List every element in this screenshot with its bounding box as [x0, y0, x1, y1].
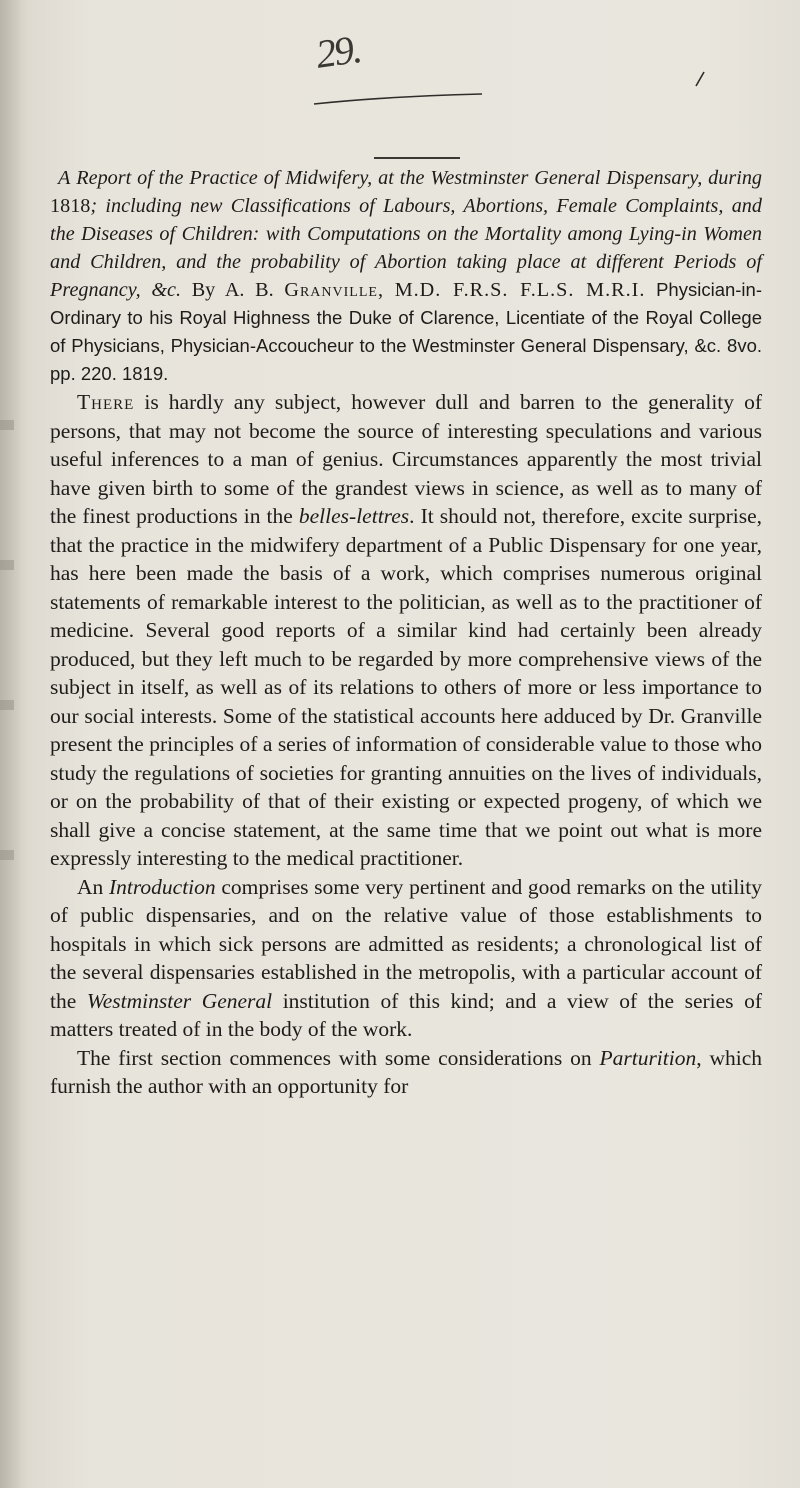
paragraph-text: . It should not, therefore, excite surprise, that the practice in the midwifery department of a Public Dispensary for one year, has here been made the basis of a work, which comprises numerous original statements of remarkable interest to the politician, as well as to the practitioner of medicine. Several good reports of a similar kind had certainly been already produced, but they left much to be regarded by more comprehensive views of the subject in itself, as well as of its relations to others of more or less importance to our social interests. Some of the statistical accounts here adduced by Dr. Granville present the principles of a series of information of considerable value to those who study the regulations of societies for granting annuities on the lives of individuals, or on the probability of that of their existing or expected progeny, of which we shall give a concise statement, at the same time that we point out what is more expressly interesting to the medical practitioner.: [50, 504, 762, 870]
gutter-mark: [0, 850, 14, 860]
paragraph-text: is hardly any subject, however dull and barren to the generality of persons, that may not become the source of interesting speculations and various useful inferences to a man of genius. Circumstances apparently the most trivial have given birth to some of the grandest views in science, as well as to many of the finest productions in the: [50, 390, 762, 528]
paragraph-italic: belles-lettres: [298, 504, 410, 528]
paragraph-italic: Westminster General: [86, 988, 273, 1013]
citation-title-part-1: Report of the Practice of Midwifery, at the Westminster General Dispensary, during: [76, 167, 763, 189]
paragraph-italic: Introduction: [108, 874, 216, 899]
paragraph-text: The first section commences with some considerations on: [77, 1045, 600, 1070]
gutter-mark: [0, 420, 14, 430]
citation-credentials: M.D. F.R.S. F.L.S. M.R.I.: [394, 279, 646, 301]
paragraph-1: [50, 388, 762, 873]
paragraph-text: An: [77, 874, 109, 899]
citation-author-description: Physician-in-Ordinary to his Royal Highness the Duke of Clarence, Licentiate of the Royal College of Physicians, Physician-Accoucheur to the Westminster General Dispensary, &c. 8vo. pp. 220. 1819.: [50, 279, 762, 384]
paragraph-text: institution of this kind; and a view of the series of matters treated of in the body of the work.: [50, 988, 762, 1041]
gutter-mark: [0, 700, 14, 710]
handwritten-page-number: 29.: [313, 26, 363, 77]
paragraph-italic: Parturition: [599, 1045, 697, 1070]
paragraph-lead-word: There: [77, 390, 135, 414]
citation-author: Granville,: [284, 279, 384, 301]
page-gutter: [0, 0, 20, 1488]
paragraph-text: comprises some very pertinent and good remarks on the utility of public dispensaries, and on the relative value of those establishments to hospitals in which sick persons are admitted as residents; a chronological list of the several dispensaries established in the metropolis, with a particular account of the: [50, 874, 762, 1013]
paragraph-3: [50, 1044, 762, 1101]
paragraph-2: [50, 873, 762, 1044]
citation-year: 1818: [50, 195, 91, 217]
citation-title-part-2: ; including new Classifications of Labours, Abortions, Female Complaints, and the Diseases of Children: with Computations on the Mortality among Lying-in Women and Children, and the probability of Abortion taking place at different Periods of Pregnancy, &c.: [50, 195, 762, 301]
citation-by: By A. B.: [191, 279, 274, 301]
gutter-mark: [0, 560, 14, 570]
paragraph-text: , which furnish the author with an opportunity for: [50, 1045, 762, 1098]
header-rule: [374, 157, 460, 159]
article-body: [50, 164, 762, 1101]
handwritten-pen-stroke: [312, 70, 712, 110]
citation-article: A: [58, 167, 71, 189]
review-citation: [50, 164, 762, 388]
